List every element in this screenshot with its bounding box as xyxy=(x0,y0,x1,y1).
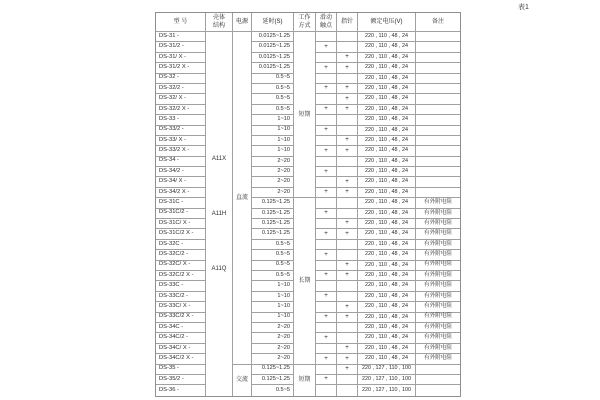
remark-cell xyxy=(416,136,460,146)
delay-cell: 0.5~5 xyxy=(252,74,294,84)
delay-cell: 1~10 xyxy=(252,146,294,156)
model-cell: DS-32/2 - xyxy=(156,84,206,94)
remark-cell xyxy=(416,94,460,104)
slide-cell xyxy=(316,136,337,146)
model-cell: DS-32/ X - xyxy=(156,94,206,104)
remark-cell: 有外附电阻 xyxy=(416,198,460,208)
slide-cell xyxy=(316,53,337,63)
model-cell: DS-35 - xyxy=(156,365,206,375)
pointer-cell xyxy=(337,198,358,208)
model-cell: DS-33C/2 - xyxy=(156,292,206,302)
model-cell: DS-33/ X - xyxy=(156,136,206,146)
case-merged-cell: A11X A11H A11Q xyxy=(206,32,233,396)
remark-cell: 有外附电阻 xyxy=(416,209,460,219)
voltage-cell: 220 , 110 , 48 , 24 xyxy=(358,281,416,291)
slide-cell: + xyxy=(316,333,337,343)
model-cell: DS-31C/ X - xyxy=(156,219,206,229)
slide-cell xyxy=(316,385,337,395)
slide-cell: + xyxy=(316,354,337,364)
slide-cell: + xyxy=(316,105,337,115)
slide-cell: + xyxy=(316,146,337,156)
delay-cell: 2~20 xyxy=(252,157,294,167)
slide-cell: + xyxy=(316,271,337,281)
remark-cell: 有外附电阻 xyxy=(416,261,460,271)
delay-cell: 1~10 xyxy=(252,126,294,136)
model-cell: DS-35/2 - xyxy=(156,375,206,385)
pointer-cell xyxy=(337,32,358,42)
header-model: 型 号 xyxy=(156,13,206,32)
model-cell: DS-34/2 - xyxy=(156,167,206,177)
model-cell: DS-32C/ X - xyxy=(156,261,206,271)
slide-cell xyxy=(316,32,337,42)
header-voltage: 额定电压(V) xyxy=(358,13,416,32)
table-caption: 表1 xyxy=(518,4,529,11)
voltage-cell: 220 , 127 , 110 , 100 xyxy=(358,365,416,375)
remark-cell: 有外附电阻 xyxy=(416,333,460,343)
delay-cell: 1~10 xyxy=(252,136,294,146)
model-cell: DS-33/2 - xyxy=(156,126,206,136)
delay-cell: 0.5~5 xyxy=(252,240,294,250)
remark-cell xyxy=(416,115,460,125)
pointer-cell: + xyxy=(337,261,358,271)
delay-cell: 0.0125~1.25 xyxy=(252,42,294,52)
model-cell: DS-34C/ X - xyxy=(156,344,206,354)
remark-cell xyxy=(416,42,460,52)
remark-cell xyxy=(416,167,460,177)
remark-cell xyxy=(416,74,460,84)
delay-cell: 0.0125~1.25 xyxy=(252,63,294,73)
pointer-cell: + xyxy=(337,354,358,364)
delay-cell: 0.125~1.25 xyxy=(252,219,294,229)
pointer-cell xyxy=(337,240,358,250)
voltage-cell: 220 , 127 , 110 , 100 xyxy=(358,385,416,395)
pointer-cell: + xyxy=(337,302,358,312)
pointer-cell: + xyxy=(337,146,358,156)
remark-cell xyxy=(416,385,460,395)
remark-cell xyxy=(416,63,460,73)
voltage-cell: 220 , 110 , 48 , 24 xyxy=(358,240,416,250)
mode-merged-cell: 短期 xyxy=(294,32,316,198)
voltage-cell: 220 , 110 , 48 , 24 xyxy=(358,74,416,84)
voltage-cell: 220 , 110 , 48 , 24 xyxy=(358,292,416,302)
remark-cell xyxy=(416,146,460,156)
header-mode: 工作 方式 xyxy=(294,13,316,32)
voltage-cell: 220 , 110 , 48 , 24 xyxy=(358,271,416,281)
slide-cell xyxy=(316,344,337,354)
header-pointer: 指针 xyxy=(337,13,358,32)
delay-cell: 0.125~1.25 xyxy=(252,375,294,385)
remark-cell: 有外附电阻 xyxy=(416,229,460,239)
voltage-cell: 220 , 110 , 48 , 24 xyxy=(358,53,416,63)
delay-cell: 1~10 xyxy=(252,302,294,312)
slide-cell xyxy=(316,177,337,187)
remark-cell: 有外附电阻 xyxy=(416,354,460,364)
model-cell: DS-33 - xyxy=(156,115,206,125)
model-cell: DS-31/ X - xyxy=(156,53,206,63)
voltage-cell: 220 , 110 , 48 , 24 xyxy=(358,209,416,219)
delay-cell: 2~20 xyxy=(252,344,294,354)
pointer-cell xyxy=(337,250,358,260)
pointer-cell xyxy=(337,385,358,395)
voltage-cell: 220 , 110 , 48 , 24 xyxy=(358,63,416,73)
pointer-cell xyxy=(337,115,358,125)
delay-cell: 2~20 xyxy=(252,333,294,343)
delay-cell: 1~10 xyxy=(252,292,294,302)
model-cell: DS-31C/2 X - xyxy=(156,229,206,239)
pointer-cell: + xyxy=(337,188,358,198)
mode-merged-cell: 短期 xyxy=(294,365,316,396)
slide-cell: + xyxy=(316,167,337,177)
header-remark: 备注 xyxy=(416,13,460,32)
voltage-cell: 220 , 110 , 48 , 24 xyxy=(358,42,416,52)
delay-cell: 2~20 xyxy=(252,323,294,333)
voltage-cell: 220 , 110 , 48 , 24 xyxy=(358,94,416,104)
model-cell: DS-34/ X - xyxy=(156,177,206,187)
pointer-cell: + xyxy=(337,63,358,73)
model-cell: DS-34C/2 X - xyxy=(156,354,206,364)
remark-cell: 有外附电阻 xyxy=(416,313,460,323)
model-cell: DS-33C/ X - xyxy=(156,302,206,312)
voltage-cell: 220 , 110 , 48 , 24 xyxy=(358,250,416,260)
slide-cell: + xyxy=(316,229,337,239)
column-pointer xyxy=(337,13,358,396)
model-cell: DS-33C - xyxy=(156,281,206,291)
slide-cell xyxy=(316,94,337,104)
voltage-cell: 220 , 110 , 48 , 24 xyxy=(358,219,416,229)
pointer-cell xyxy=(337,42,358,52)
remark-cell: 有外附电阻 xyxy=(416,250,460,260)
voltage-cell: 220 , 110 , 48 , 24 xyxy=(358,188,416,198)
model-cell: DS-32/2 X - xyxy=(156,105,206,115)
remark-cell xyxy=(416,105,460,115)
model-cell: DS-31 - xyxy=(156,32,206,42)
voltage-cell: 220 , 110 , 48 , 24 xyxy=(358,136,416,146)
voltage-cell: 220 , 110 , 48 , 24 xyxy=(358,146,416,156)
slide-cell: + xyxy=(316,84,337,94)
delay-cell: 0.125~1.25 xyxy=(252,209,294,219)
pointer-cell: + xyxy=(337,94,358,104)
voltage-cell: 220 , 110 , 48 , 24 xyxy=(358,84,416,94)
pointer-cell: + xyxy=(337,177,358,187)
model-cell: DS-34C/2 - xyxy=(156,333,206,343)
remark-cell: 有外附电阻 xyxy=(416,271,460,281)
delay-cell: 1~10 xyxy=(252,313,294,323)
model-cell: DS-31/2 X - xyxy=(156,63,206,73)
header-power: 电源 xyxy=(233,13,252,32)
model-cell: DS-32C/2 X - xyxy=(156,271,206,281)
model-cell: DS-32 - xyxy=(156,74,206,84)
voltage-cell: 220 , 110 , 48 , 24 xyxy=(358,313,416,323)
slide-cell: + xyxy=(316,313,337,323)
remark-cell: 有外附电阻 xyxy=(416,323,460,333)
voltage-cell: 220 , 110 , 48 , 24 xyxy=(358,354,416,364)
slide-cell: + xyxy=(316,63,337,73)
voltage-cell: 220 , 110 , 48 , 24 xyxy=(358,333,416,343)
pointer-cell xyxy=(337,375,358,385)
delay-cell: 0.125~1.25 xyxy=(252,365,294,375)
remark-cell: 有外附电阻 xyxy=(416,281,460,291)
voltage-cell: 220 , 110 , 48 , 24 xyxy=(358,261,416,271)
remark-cell xyxy=(416,84,460,94)
power-merged-cell: 直流 xyxy=(233,32,252,365)
model-cell: DS-34/2 X - xyxy=(156,188,206,198)
power-merged-cell: 交流 xyxy=(233,365,252,396)
header-delay: 延时(S) xyxy=(252,13,294,32)
remark-cell xyxy=(416,188,460,198)
column-power xyxy=(233,13,252,396)
model-cell: DS-32C - xyxy=(156,240,206,250)
slide-cell xyxy=(316,323,337,333)
pointer-cell: + xyxy=(337,365,358,375)
delay-cell: 0.5~5 xyxy=(252,105,294,115)
remark-cell xyxy=(416,157,460,167)
voltage-cell: 220 , 110 , 48 , 24 xyxy=(358,302,416,312)
slide-cell xyxy=(316,157,337,167)
delay-cell: 0.125~1.25 xyxy=(252,198,294,208)
pointer-cell xyxy=(337,292,358,302)
delay-cell: 2~20 xyxy=(252,188,294,198)
delay-cell: 0.5~5 xyxy=(252,261,294,271)
pointer-cell: + xyxy=(337,136,358,146)
voltage-cell: 220 , 110 , 48 , 24 xyxy=(358,157,416,167)
remark-cell: 有外附电阻 xyxy=(416,292,460,302)
slide-cell: + xyxy=(316,188,337,198)
voltage-cell: 220 , 110 , 48 , 24 xyxy=(358,229,416,239)
voltage-cell: 220 , 110 , 48 , 24 xyxy=(358,177,416,187)
delay-cell: 0.5~5 xyxy=(252,271,294,281)
slide-cell: + xyxy=(316,42,337,52)
column-model xyxy=(156,13,206,396)
delay-cell: 0.0125~1.25 xyxy=(252,53,294,63)
remark-cell xyxy=(416,53,460,63)
pointer-cell xyxy=(337,333,358,343)
voltage-cell: 220 , 110 , 48 , 24 xyxy=(358,115,416,125)
model-cell: DS-33C/2 X - xyxy=(156,313,206,323)
voltage-cell: 220 , 110 , 48 , 24 xyxy=(358,198,416,208)
slide-cell: + xyxy=(316,250,337,260)
model-cell: DS-32C/2 - xyxy=(156,250,206,260)
model-cell: DS-36 - xyxy=(156,385,206,395)
remark-cell xyxy=(416,177,460,187)
delay-cell: 1~10 xyxy=(252,115,294,125)
delay-cell: 0.5~5 xyxy=(252,84,294,94)
remark-cell: 有外附电阻 xyxy=(416,219,460,229)
column-mode xyxy=(294,13,316,396)
pointer-cell xyxy=(337,323,358,333)
slide-cell xyxy=(316,219,337,229)
slide-cell: + xyxy=(316,375,337,385)
slide-cell: + xyxy=(316,209,337,219)
remark-cell xyxy=(416,375,460,385)
remark-cell: 有外附电阻 xyxy=(416,302,460,312)
pointer-cell: + xyxy=(337,313,358,323)
slide-cell: + xyxy=(316,292,337,302)
pointer-cell xyxy=(337,74,358,84)
model-cell: DS-31/2 - xyxy=(156,42,206,52)
model-cell: DS-31C/2 - xyxy=(156,209,206,219)
remark-cell xyxy=(416,126,460,136)
voltage-cell: 220 , 110 , 48 , 24 xyxy=(358,344,416,354)
slide-cell xyxy=(316,115,337,125)
pointer-cell xyxy=(337,157,358,167)
model-cell: DS-31C - xyxy=(156,198,206,208)
pointer-cell: + xyxy=(337,229,358,239)
voltage-cell: 220 , 127 , 110 , 100 xyxy=(358,375,416,385)
pointer-cell: + xyxy=(337,219,358,229)
voltage-cell: 220 , 110 , 48 , 24 xyxy=(358,167,416,177)
spec-table xyxy=(155,12,461,397)
remark-cell: 有外附电阻 xyxy=(416,344,460,354)
model-cell: DS-33/2 X - xyxy=(156,146,206,156)
slide-cell xyxy=(316,74,337,84)
delay-cell: 2~20 xyxy=(252,354,294,364)
column-slide xyxy=(316,13,337,396)
slide-cell xyxy=(316,302,337,312)
column-case xyxy=(206,13,233,396)
delay-cell: 0.5~5 xyxy=(252,385,294,395)
remark-cell xyxy=(416,32,460,42)
column-delay xyxy=(252,13,294,396)
remark-cell: 有外附电阻 xyxy=(416,240,460,250)
delay-cell: 2~20 xyxy=(252,177,294,187)
pointer-cell xyxy=(337,126,358,136)
slide-cell xyxy=(316,281,337,291)
header-slide: 滑动 触点 xyxy=(316,13,337,32)
delay-cell: 2~20 xyxy=(252,167,294,177)
slide-cell xyxy=(316,198,337,208)
voltage-cell: 220 , 110 , 48 , 24 xyxy=(358,105,416,115)
voltage-cell: 220 , 110 , 48 , 24 xyxy=(358,32,416,42)
pointer-cell: + xyxy=(337,271,358,281)
mode-merged-cell: 长期 xyxy=(294,198,316,364)
slide-cell: + xyxy=(316,126,337,136)
delay-cell: 0.125~1.25 xyxy=(252,229,294,239)
slide-cell xyxy=(316,365,337,375)
delay-cell: 0.5~5 xyxy=(252,250,294,260)
voltage-cell: 220 , 110 , 48 , 24 xyxy=(358,126,416,136)
column-remark xyxy=(416,13,460,396)
pointer-cell: + xyxy=(337,344,358,354)
header-case: 壳体 结构 xyxy=(206,13,233,32)
pointer-cell xyxy=(337,209,358,219)
model-cell: DS-34 - xyxy=(156,157,206,167)
pointer-cell: + xyxy=(337,84,358,94)
model-cell: DS-34C - xyxy=(156,323,206,333)
voltage-cell: 220 , 110 , 48 , 24 xyxy=(358,323,416,333)
pointer-cell xyxy=(337,167,358,177)
delay-cell: 0.0125~1.25 xyxy=(252,32,294,42)
pointer-cell: + xyxy=(337,53,358,63)
pointer-cell: + xyxy=(337,105,358,115)
column-voltage xyxy=(358,13,416,396)
delay-cell: 0.5~5 xyxy=(252,94,294,104)
slide-cell xyxy=(316,261,337,271)
pointer-cell xyxy=(337,281,358,291)
slide-cell xyxy=(316,240,337,250)
delay-cell: 1~10 xyxy=(252,281,294,291)
remark-cell xyxy=(416,365,460,375)
